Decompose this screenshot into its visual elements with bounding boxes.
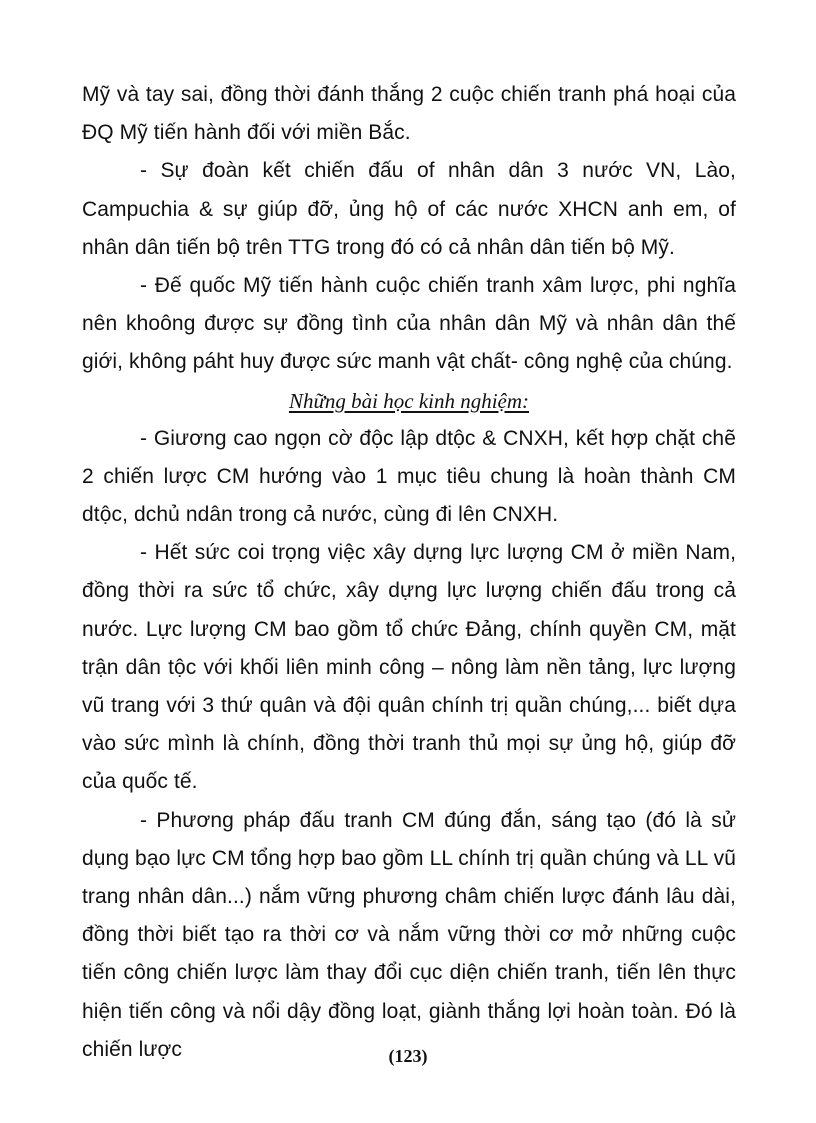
document-page bbox=[82, 76, 736, 1069]
paragraph-continuation: Mỹ và tay sai, đồng thời đánh thắng 2 cuộc chiến tranh phá hoại của ĐQ Mỹ tiến hành đối với miền Bắc. bbox=[82, 83, 736, 145]
paragraph-methods: - Phương pháp đấu tranh CM đúng đắn, sáng tạo (đó là sử dụng bạo lực CM tổng hợp bao gồm LL chính trị quần chúng và LL vũ trang nhân dân...) nắm vững phương châm chiến lược đánh lâu dài, đồng thời biết tạo ra thời cơ và nắm vững thời cơ mở những cuộc tiến công chiến lược làm thay đổi cục diện chiến tranh, tiến lên thực hiện tiến công và nổi dậy đồng loạt, giành thắng lợi hoàn toàn. Đó là chiến lược bbox=[82, 808, 736, 1061]
page-number: (123) bbox=[388, 1046, 428, 1066]
paragraph-solidarity: - Sự đoàn kết chiến đấu of nhân dân 3 nước VN, Lào, Campuchia & sự giúp đỡ, ủng hộ of các nước XHCN anh em, of nhân dân tiến bộ trên TTG trong đó có cả nhân dân tiến bộ Mỹ. bbox=[82, 159, 736, 259]
paragraph-forces: - Hết sức coi trọng việc xây dựng lực lượng CM ở miền Nam, đồng thời ra sức tổ chức, xây dựng lực lượng chiến đấu trong cả nước. Lực lượng CM bao gồm tổ chức Đảng, chính quyền CM, mặt trận dân tộc với khối liên minh công – nông làm nền tảng, lực lượng vũ trang với 3 thứ quân và đội quân chính trị quần chúng,... biết dựa vào sức mình là chính, đồng thời tranh thủ mọi sự ủng hộ, giúp đỡ của quốc tế. bbox=[82, 541, 736, 794]
section-heading bbox=[82, 382, 736, 420]
paragraph-independence: - Giương cao ngọn cờ độc lập dtộc & CNXH, kết hợp chặt chẽ 2 chiến lược CM hướng vào 1 mục tiêu chung là hoàn thành CM dtộc, dchủ ndân trong cả nước, cùng đi lên CNXH. bbox=[82, 426, 736, 527]
paragraph-imperialism: - Đế quốc Mỹ tiến hành cuộc chiến tranh xâm lược, phi nghĩa nên khoông được sự đồng tình của nhân dân Mỹ và nhân dân thế giới, không páht huy được sức manh vật chất- công nghệ của chúng. bbox=[82, 274, 736, 374]
section-heading-text: Những bài học kinh nghiệm: bbox=[288, 388, 530, 413]
